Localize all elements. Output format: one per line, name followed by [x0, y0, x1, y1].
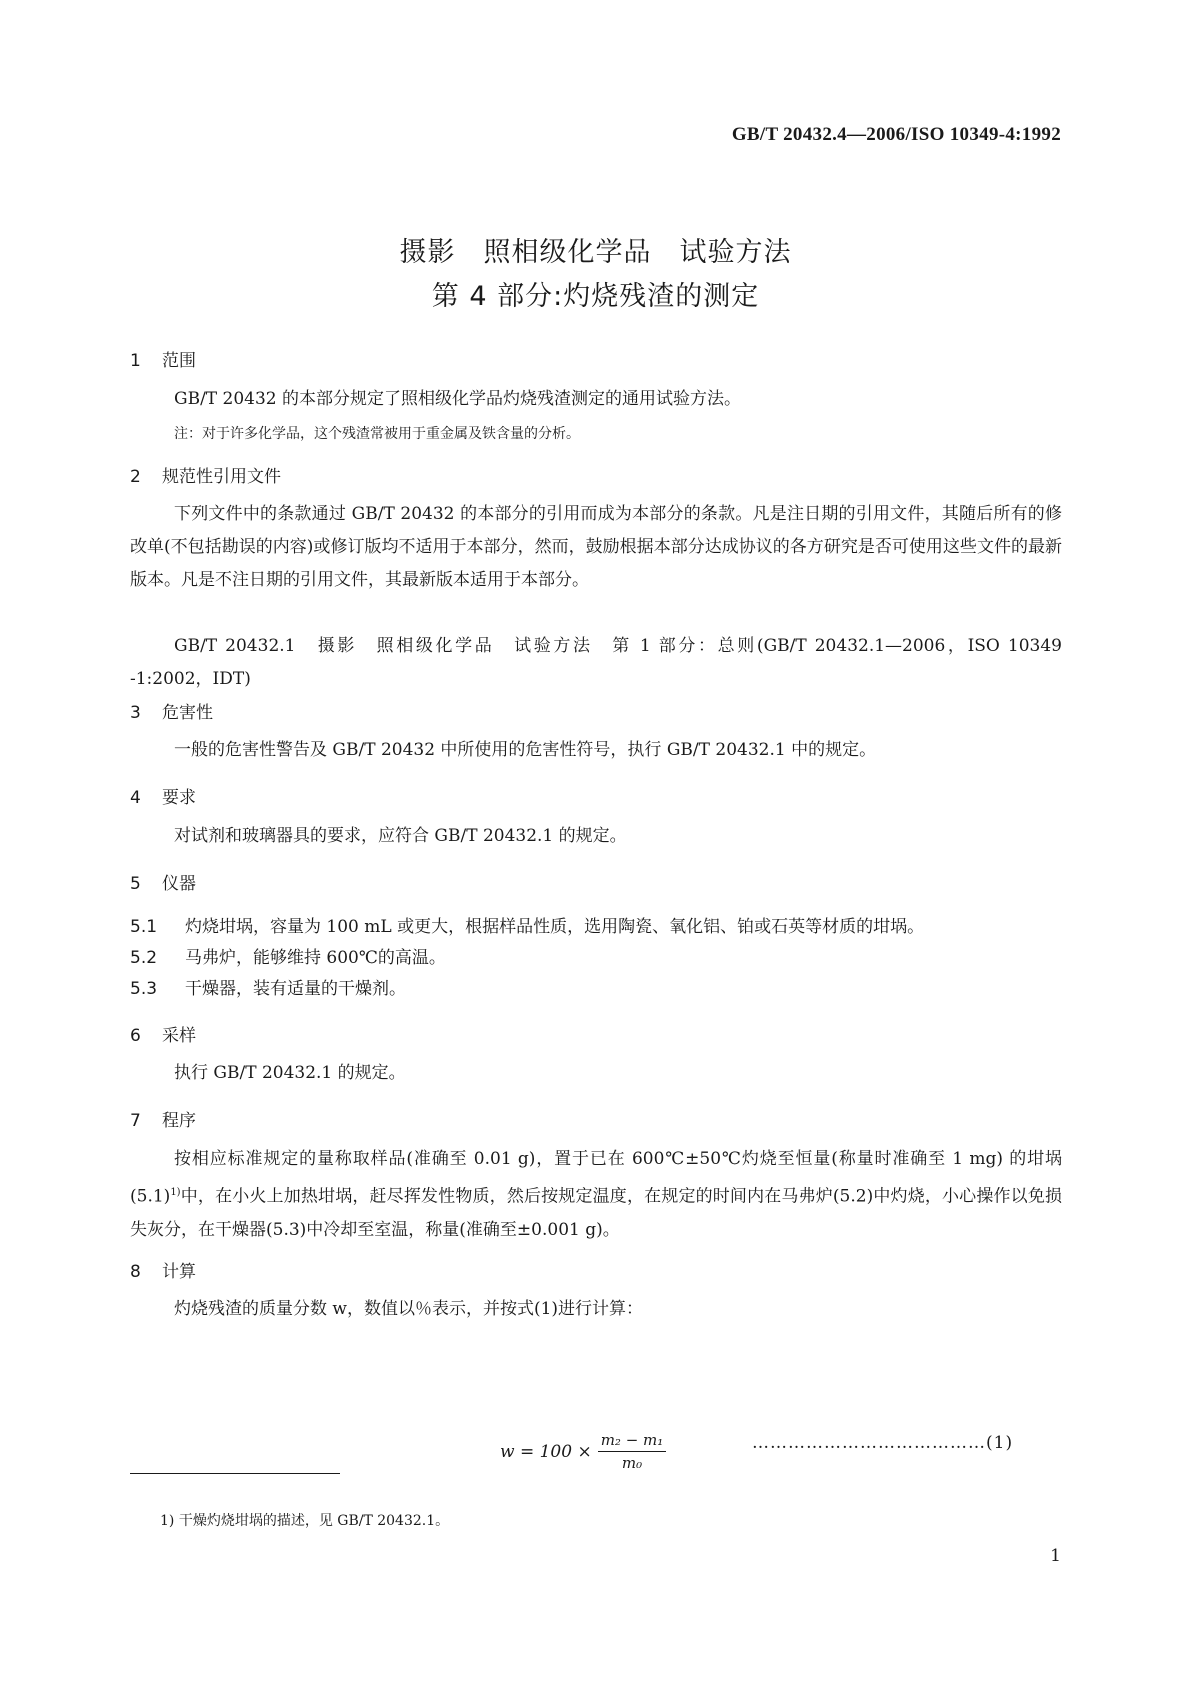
section-heading-apparatus	[130, 869, 196, 894]
formula-lhs: w = 100 ×	[500, 1441, 592, 1462]
formula-numerator: m₂ − m₁	[598, 1431, 667, 1452]
section-title: 范围	[162, 351, 196, 371]
apparatus-number: 5.2	[130, 948, 158, 968]
footnote-reference: 1)	[170, 1187, 181, 1198]
section-number: 3	[130, 703, 141, 723]
section-heading-hazard	[130, 698, 213, 723]
section-title: 计算	[162, 1262, 196, 1282]
apparatus-text: 干燥器，装有适量的干燥剂。	[185, 979, 406, 999]
standard-code-header: GB/T 20432.4—2006/ISO 10349-4:1992	[731, 124, 1061, 145]
scope-note: 注：对于许多化学品，这个残渣常被用于重金属及铁含量的分析。	[174, 426, 580, 442]
section-number: 7	[130, 1111, 141, 1131]
sampling-paragraph: 执行 GB/T 20432.1 的规定。	[174, 1063, 406, 1083]
section-title: 要求	[162, 788, 196, 808]
hazard-paragraph: 一般的危害性警告及 GB/T 20432 中所使用的危害性符号，执行 GB/T 20432.1 中的规定。	[174, 740, 877, 760]
formula-denominator: m₀	[621, 1454, 643, 1472]
footnote-divider	[130, 1473, 340, 1474]
apparatus-number: 5.3	[130, 979, 158, 999]
apparatus-text: 马弗炉，能够维持 600℃的高温。	[185, 948, 446, 968]
section-heading-procedure	[130, 1106, 196, 1131]
references-paragraph: 下列文件中的条款通过 GB/T 20432 的本部分的引用而成为本部分的条款。凡是注日期的引用文件，其随后所有的修改单(不包括勘误的内容)或修订版均不适用于本部分，然而，鼓励根据本部分达成协议的各方研究是否可使用这些文件的最新版本。凡是不注日期的引用文件，其最新版本适用于本部分。	[130, 504, 1062, 590]
formula-1	[500, 1431, 666, 1472]
procedure-text-b: 中，在小火上加热坩埚，赶尽挥发性物质，然后按规定温度，在规定的时间内在马弗炉(5.2)中灼烧，小心操作以免损失灰分，在干燥器(5.3)中冷却至室温，称量(准确至±0.001 g)。	[130, 1186, 1062, 1240]
section-title: 规范性引用文件	[162, 467, 281, 487]
apparatus-item	[130, 974, 406, 999]
section-title: 仪器	[162, 874, 196, 894]
section-title: 危害性	[162, 703, 213, 723]
requirements-paragraph: 对试剂和玻璃器具的要求，应符合 GB/T 20432.1 的规定。	[174, 826, 627, 846]
procedure-text-a: 按相应标准规定的量称取样品(准确至 0.01 g)，置于已在 600℃±50℃灼烧至恒量(称量时准确至 1 mg) 的坩埚(5.1)	[130, 1149, 1062, 1207]
apparatus-number: 5.1	[130, 917, 158, 937]
section-number: 5	[130, 874, 141, 894]
procedure-paragraph	[130, 1143, 1062, 1247]
section-number: 8	[130, 1262, 141, 1282]
document-title-line1: 摄影 照相级化学品 试验方法	[399, 237, 792, 268]
calculation-paragraph: 灼烧残渣的质量分数 w，数值以％表示，并按式(1)进行计算：	[174, 1299, 644, 1319]
section-number: 6	[130, 1026, 141, 1046]
footnote: 1) 干燥灼烧坩埚的描述，见 GB/T 20432.1。	[160, 1513, 450, 1529]
apparatus-item	[130, 912, 924, 937]
section-number: 1	[130, 351, 141, 371]
section-number: 4	[130, 788, 141, 808]
section-heading-requirements	[130, 783, 196, 808]
section-heading-calculation	[130, 1257, 196, 1282]
apparatus-item	[130, 943, 446, 968]
section-number: 2	[130, 467, 141, 487]
section-heading-sampling	[130, 1021, 196, 1046]
section-heading-scope	[130, 346, 196, 371]
section-heading-references	[130, 462, 281, 487]
equation-number: …………………………………(1)	[752, 1433, 1014, 1453]
formula-fraction	[598, 1431, 667, 1472]
section-title: 采样	[162, 1026, 196, 1046]
scope-paragraph: GB/T 20432 的本部分规定了照相级化学品灼烧残渣测定的通用试验方法。	[174, 389, 742, 409]
document-title-line2: 第 4 部分:灼烧残渣的测定	[431, 281, 760, 312]
page-number: 1	[1050, 1546, 1061, 1566]
section-title: 程序	[162, 1111, 196, 1131]
references-item: GB/T 20432.1 摄影 照相级化学品 试验方法 第 1 部分：总则(GB/T 20432.1—2006，ISO 10349 -1:2002，IDT)	[130, 636, 1062, 689]
apparatus-text: 灼烧坩埚，容量为 100 mL 或更大，根据样品性质，选用陶瓷、氧化铝、铂或石英等材质的坩埚。	[185, 917, 925, 937]
